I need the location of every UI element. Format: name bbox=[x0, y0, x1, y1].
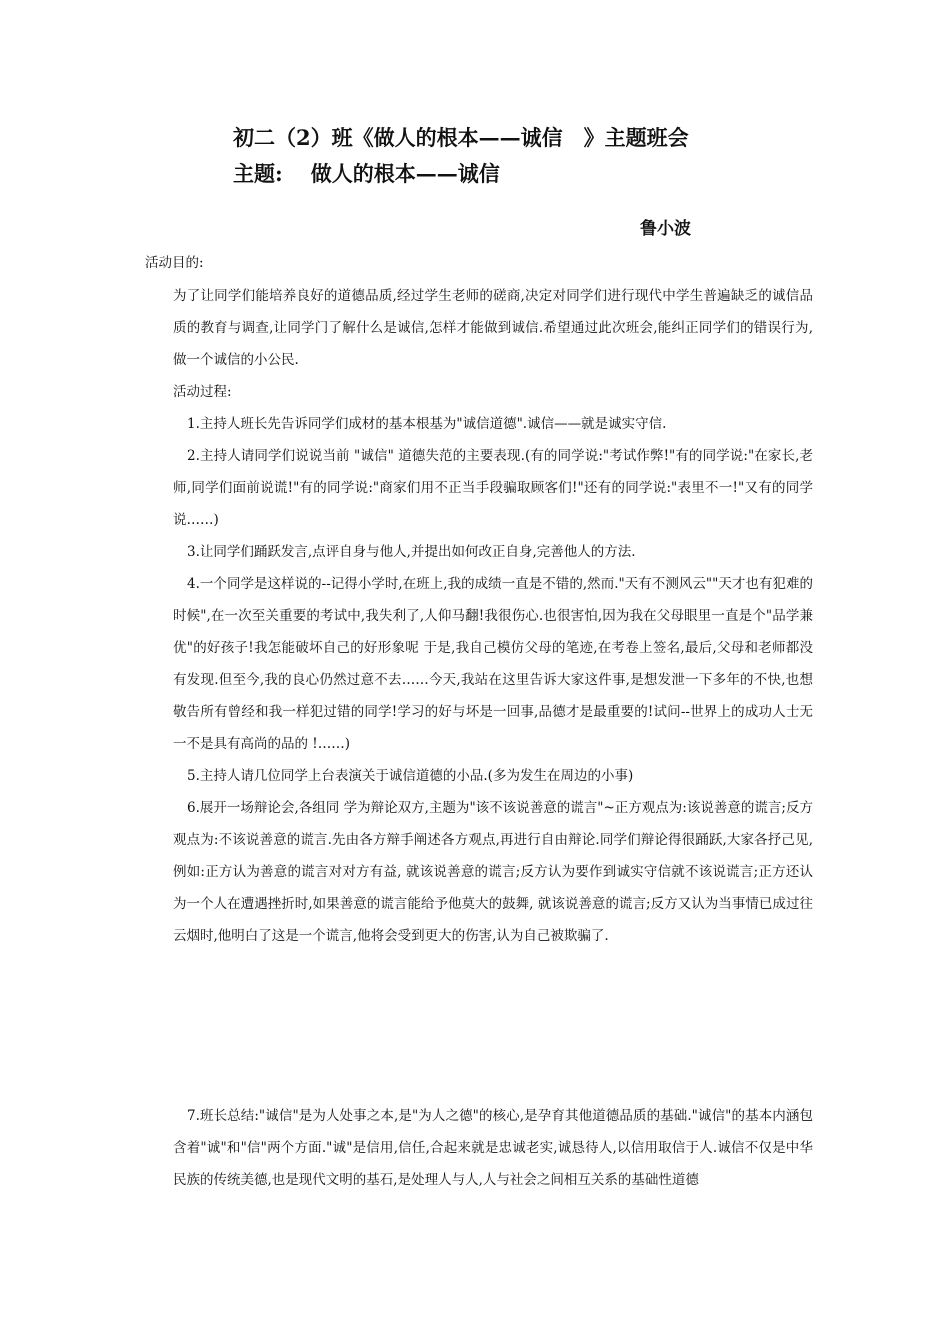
document-body bbox=[173, 280, 813, 952]
process-item: 3.让同学们踊跃发言,点评自身与他人,并提出如何改正自身,完善他人的方法. bbox=[187, 544, 636, 560]
document-title: 初二（2）班《做人的根本——诚信 》主题班会 bbox=[233, 125, 689, 150]
purpose-label: 活动目的: bbox=[145, 255, 204, 271]
process-item: 5.主持人请几位同学上台表演关于诚信道德的小品.(多为发生在周边的小事) bbox=[187, 768, 634, 784]
process-label: 活动过程: bbox=[173, 384, 232, 400]
process-item: 1.主持人班长先告诉同学们成材的基本根基为"诚信道德".诚信——就是诚实守信. bbox=[187, 416, 667, 432]
theme-line bbox=[233, 158, 500, 188]
process-item: 2.主持人请同学们说说当前 "诚信" 道德失范的主要表现.(有的同学说:"考试作弊!"有的同学说:"在家长,老师,同学们面前说谎!"有的同学说:"商家们用不正当手段骗取顾客们!"还有的同学说:"表里不一!"又有的同学说……) bbox=[173, 448, 813, 528]
process-item: 7.班长总结:"诚信"是为人处事之本,是"为人之德"的核心,是孕育其他道德品质的基础."诚信"的基本内涵包含着"诚"和"信"两个方面."诚"是信用,信任,合起来就是忠诚老实,诚恳待人,以信用取信于人.诚信不仅是中华民族的传统美德,也是现代文明的基石,是处理人与人,人与社会之间相互关系的基础性道德 bbox=[173, 1108, 813, 1188]
process-item: 4.一个同学是这样说的--记得小学时,在班上,我的成绩一直是不错的,然而."天有不测风云""天才也有犯难的时候",在一次至关重要的考试中,我失利了,人仰马翻!我很伤心.也很害怕,因为我在父母眼里一直是个"品学兼优"的好孩子!我怎能破坏自己的好形象呢 于是,我自己模仿父母的笔迹,在考卷上签名,最后,父母和老师都没有发现.但至今,我的良心仍然过意不去……今天,我站在这里告诉大家这件事,是想发泄一下多年的不快,也想敬告所有曾经和我一样犯过错的同学!学习的好与坏是一回事,品德才是最重要的!试问--世界上的成功人士无一不是具有高尚的品的 !……) bbox=[173, 576, 813, 752]
summary-block bbox=[173, 1100, 813, 1196]
theme-label: 主题: bbox=[233, 161, 283, 186]
process-item: 6.展开一场辩论会,各组同 学为辩论双方,主题为"该不该说善意的谎言"~正方观点为:该说善意的谎言;反方观点为:不该说善意的谎言.先由各方辩手阐述各方观点,再进行自由辩论.同学们辩论得很踊跃,大家各抒己见,例如:正方认为善意的谎言对对方有益, 就该说善意的谎言;反方认为要作到诚实守信就不该说谎言;正方还认为一个人在遭遇挫折时,如果善意的谎言能给予他莫大的鼓舞, 就该说善意的谎言;反方又认为当事情已成过往云烟时,他明白了这是一个谎言,他将会受到更大的伤害,认为自己被欺骗了. bbox=[173, 800, 813, 944]
author-name: 鲁小波 bbox=[640, 219, 691, 239]
purpose-paragraph: 为了让同学们能培养良好的道德品质,经过学生老师的磋商,决定对同学们进行现代中学生普遍缺乏的诚信品质的教育与调查,让同学门了解什么是诚信,怎样才能做到诚信.希望通过此次班会,能纠正同学们的错误行为,做一个诚信的小公民. bbox=[173, 288, 813, 368]
theme-text: 做人的根本——诚信 bbox=[310, 161, 500, 186]
